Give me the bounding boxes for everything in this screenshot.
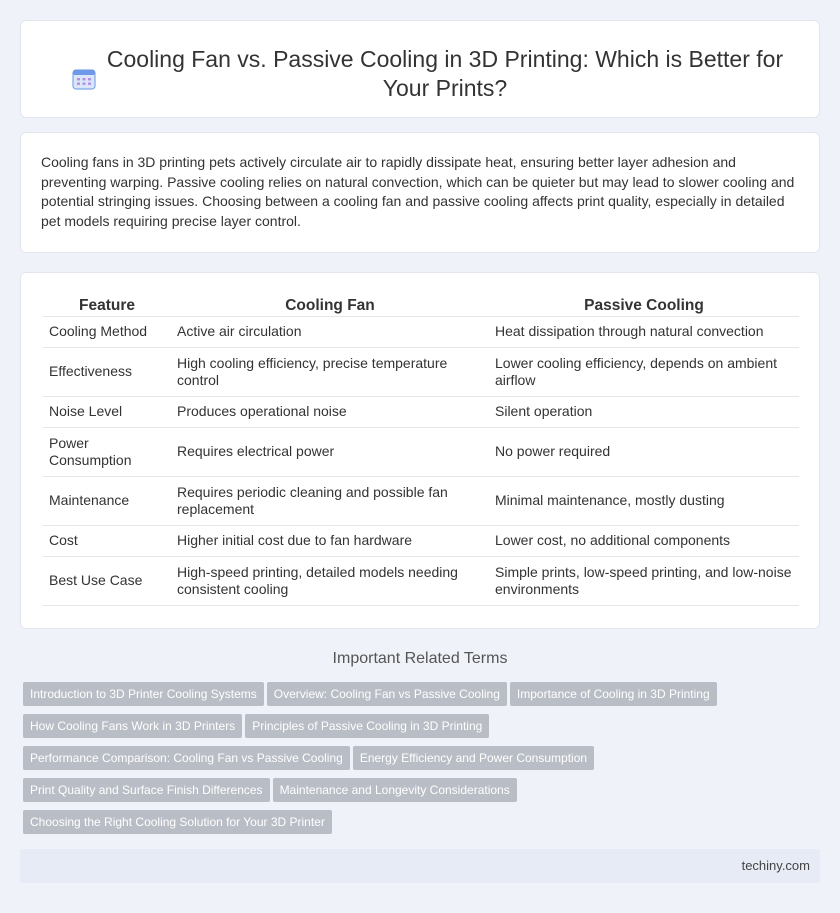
related-term-tag[interactable]: Performance Comparison: Cooling Fan vs Passive Cooling [23, 746, 350, 770]
intro-paragraph: Cooling fans in 3D printing pets actively circulate air to rapidly dissipate heat, ensuring better layer adhesion and preventing warping. Passive cooling relies on natural convection, which can be quieter but may lead to slower cooling and potential stringing issues. Choosing between a cooling fan and passive cooling affects print quality, especially in detailed pet models requiring precise layer control. [41, 154, 795, 229]
table-row [43, 317, 799, 348]
related-term-tag[interactable]: Importance of Cooling in 3D Printing [510, 682, 717, 706]
table-header-row [43, 293, 799, 317]
related-term-tag[interactable]: Overview: Cooling Fan vs Passive Cooling [267, 682, 507, 706]
table-cell: Higher initial cost due to fan hardware [171, 526, 489, 557]
table-row [43, 397, 799, 428]
related-terms-list [23, 682, 803, 842]
table-cell: Effectiveness [43, 348, 171, 397]
table-row [43, 526, 799, 557]
footer-brand[interactable]: techiny.com [741, 858, 810, 873]
intro-card [20, 132, 820, 253]
page-title: Cooling Fan vs. Passive Cooling in 3D Printing: Which is Better for Your Prints? [106, 46, 784, 101]
table-cell: Lower cooling efficiency, depends on ambient airflow [489, 348, 799, 397]
table-cell: Requires periodic cleaning and possible fan replacement [171, 477, 489, 526]
table-cell: Silent operation [489, 397, 799, 428]
comparison-table-card [20, 272, 820, 629]
table-cell: Simple prints, low-speed printing, and low-noise environments [489, 557, 799, 606]
related-term-tag[interactable]: Principles of Passive Cooling in 3D Printing [245, 714, 489, 738]
table-row [43, 348, 799, 397]
related-terms-title: Important Related Terms [332, 650, 508, 667]
table-row [43, 557, 799, 606]
table-cell: Cost [43, 526, 171, 557]
table-cell: Lower cost, no additional components [489, 526, 799, 557]
table-cell: Minimal maintenance, mostly dusting [489, 477, 799, 526]
table-cell: Cooling Method [43, 317, 171, 348]
table-header-cell: Passive Cooling [489, 293, 799, 317]
table-cell: Produces operational noise [171, 397, 489, 428]
related-term-tag[interactable]: How Cooling Fans Work in 3D Printers [23, 714, 242, 738]
comparison-table [43, 293, 799, 606]
header-card [20, 20, 820, 118]
table-header-cell: Cooling Fan [171, 293, 489, 317]
table-cell: High cooling efficiency, precise temperature control [171, 348, 489, 397]
table-cell: Noise Level [43, 397, 171, 428]
table-cell: Power Consumption [43, 428, 171, 477]
related-term-tag[interactable]: Print Quality and Surface Finish Differences [23, 778, 270, 802]
table-row [43, 428, 799, 477]
table-row [43, 477, 799, 526]
table-cell: Maintenance [43, 477, 171, 526]
footer [20, 849, 820, 883]
related-term-tag[interactable]: Energy Efficiency and Power Consumption [353, 746, 594, 770]
related-term-tag[interactable]: Maintenance and Longevity Considerations [273, 778, 517, 802]
table-cell: Best Use Case [43, 557, 171, 606]
related-term-tag[interactable]: Introduction to 3D Printer Cooling Systems [23, 682, 264, 706]
table-cell: Heat dissipation through natural convection [489, 317, 799, 348]
table-cell: Active air circulation [171, 317, 489, 348]
table-cell: High-speed printing, detailed models needing consistent cooling [171, 557, 489, 606]
table-header-cell: Feature [43, 293, 171, 317]
table-cell: No power required [489, 428, 799, 477]
related-term-tag[interactable]: Choosing the Right Cooling Solution for Your 3D Printer [23, 810, 332, 834]
table-cell: Requires electrical power [171, 428, 489, 477]
